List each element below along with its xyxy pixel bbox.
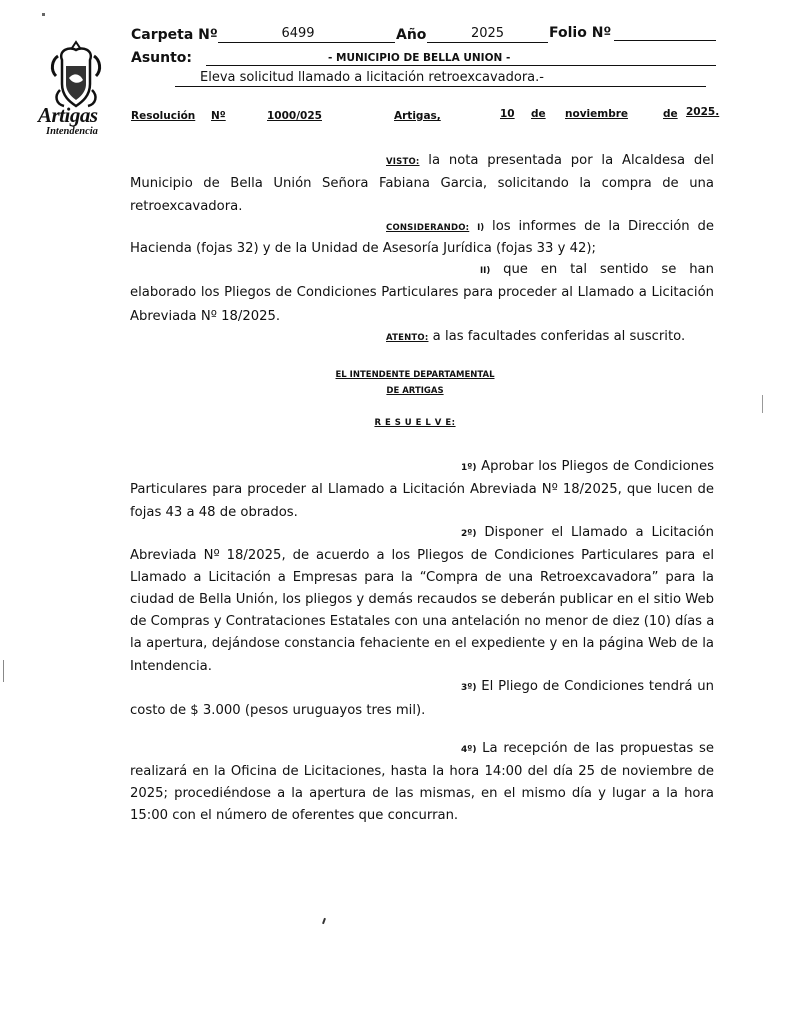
atento-line <box>386 329 685 344</box>
item-1-line-2: Particulares para proceder al Llamado a Licitación Abreviada Nº 18/2025, que lucen de <box>130 482 714 497</box>
considerando-line-1 <box>386 219 714 234</box>
asunto-value-1: - MUNICIPIO DE BELLA UNION - <box>328 52 511 64</box>
item-3-line-2: costo de $ 3.000 (pesos uruguayos tres mil). <box>130 703 426 718</box>
item-2-line-3: Llamado a Licitación a Empresas para la “Compra de una Retroexcavadora” para la <box>130 570 714 585</box>
ano-value: 2025 <box>470 26 505 41</box>
asunto-label: Asunto: <box>131 50 193 66</box>
visto-keyword: VISTO: <box>386 157 420 167</box>
authority-line-2: DE ARTIGAS <box>386 386 444 396</box>
carpeta-line <box>218 42 395 43</box>
resolution-year: 2025. <box>686 106 720 118</box>
scan-speck <box>322 918 326 924</box>
item-2-ordinal: 2º) <box>461 529 477 539</box>
item-3-line-1 <box>461 679 714 694</box>
folio-line <box>614 40 716 41</box>
item-1-ordinal: 1º) <box>461 463 477 473</box>
item-2-line-2: Abreviada Nº 18/2025, de acuerdo a los Pliegos de Condiciones Particulares para el <box>130 548 714 563</box>
folio-label: Folio Nº <box>549 25 612 41</box>
carpeta-value: 6499 <box>281 26 315 41</box>
item-3-ordinal: 3º) <box>461 683 477 693</box>
artigas-crest-icon <box>36 40 116 112</box>
item-4-line-4: 15:00 con el número de oferentes que concurran. <box>130 808 459 823</box>
visto-line-2: Municipio de Bella Unión Señora Fabiana Garcia, solicitando la compra de una <box>130 176 714 191</box>
item-4-line-3: 2025; procediéndose a la apertura de las mismas, en el mismo día y lugar a la hora <box>130 786 714 801</box>
considerando-line-5: Abreviada Nº 18/2025. <box>130 309 281 324</box>
visto-line-1 <box>386 153 714 168</box>
logo-name: Artigas <box>38 103 98 127</box>
item-2-line-1 <box>461 525 714 540</box>
considerando-line-4: elaborado los Pliegos de Condiciones Particulares para proceder al Llamado a Licitación <box>130 285 714 300</box>
item-2-line-5: de Compras y Contrataciones Estatales con una antelación no menor de diez (10) días a <box>130 614 715 629</box>
item-2-text: Disponer el Llamado a Licitación <box>484 525 714 540</box>
considerando-text-2: que en tal sentido se han <box>503 262 714 277</box>
item-2-line-7: Intendencia. <box>130 659 212 674</box>
ano-line <box>427 42 548 43</box>
asunto-line-1 <box>206 65 716 66</box>
scan-speck <box>3 660 4 682</box>
considerando-line-3 <box>480 262 714 277</box>
roman-two: II) <box>480 266 491 276</box>
carpeta-label: Carpeta Nº <box>131 27 218 43</box>
item-1-line-3: fojas 43 a 48 de obrados. <box>130 505 298 520</box>
authority-line-1: EL INTENDENTE DEPARTAMENTAL <box>335 370 495 380</box>
resolution-de-2: de <box>663 108 678 120</box>
item-4-text: La recepción de las propuestas se <box>482 741 714 756</box>
item-4-line-2: realizará en la Oficina de Licitaciones, hasta la hora 14:00 del día 25 de noviembre de <box>130 764 714 779</box>
visto-line-3: retroexcavadora. <box>130 199 243 214</box>
visto-text: la nota presentada por la Alcaldesa del <box>428 153 714 168</box>
resolution-label: Resolución <box>131 110 196 122</box>
resolution-month: noviembre <box>565 108 629 120</box>
considerando-line-2: Hacienda (fojas 32) y de la Unidad de Asesoría Jurídica (fojas 33 y 42); <box>130 241 596 256</box>
resuelve-heading: R E S U E L V E: <box>374 418 456 428</box>
item-1-text: Aprobar los Pliegos de Condiciones <box>481 459 714 474</box>
scan-speck <box>42 13 45 16</box>
logo-subtitle: Intendencia <box>46 126 98 137</box>
resolution-city: Artigas, <box>394 110 441 122</box>
roman-one: I) <box>477 223 485 233</box>
resolution-no-label: Nº <box>211 110 226 122</box>
item-2-line-4: ciudad de Bella Unión, los pliegos y demás recaudos se deberán publicar en el sitio Web <box>130 592 714 607</box>
resolution-number: 1000/025 <box>267 110 322 122</box>
considerando-text: los informes de la Dirección de <box>492 219 714 234</box>
item-4-ordinal: 4º) <box>461 745 477 755</box>
item-3-text: El Pliego de Condiciones tendrá un <box>481 679 714 694</box>
asunto-value-2: Eleva solicitud llamado a licitación retroexcavadora.- <box>200 70 544 85</box>
resolution-de-1: de <box>531 108 546 120</box>
item-1-line-1 <box>461 459 714 474</box>
resolution-day: 10 <box>500 108 515 120</box>
considerando-keyword: CONSIDERANDO: <box>386 223 470 233</box>
asunto-line-2 <box>175 86 706 87</box>
atento-keyword: ATENTO: <box>386 333 429 343</box>
atento-text: a las facultades conferidas al suscrito. <box>432 329 686 344</box>
item-2-line-6: la apertura, dejándose constancia fehaciente en el expediente y en la página Web de la <box>130 636 714 651</box>
scan-speck <box>762 395 763 413</box>
item-4-line-1 <box>461 741 714 756</box>
ano-label: Año <box>396 27 427 43</box>
